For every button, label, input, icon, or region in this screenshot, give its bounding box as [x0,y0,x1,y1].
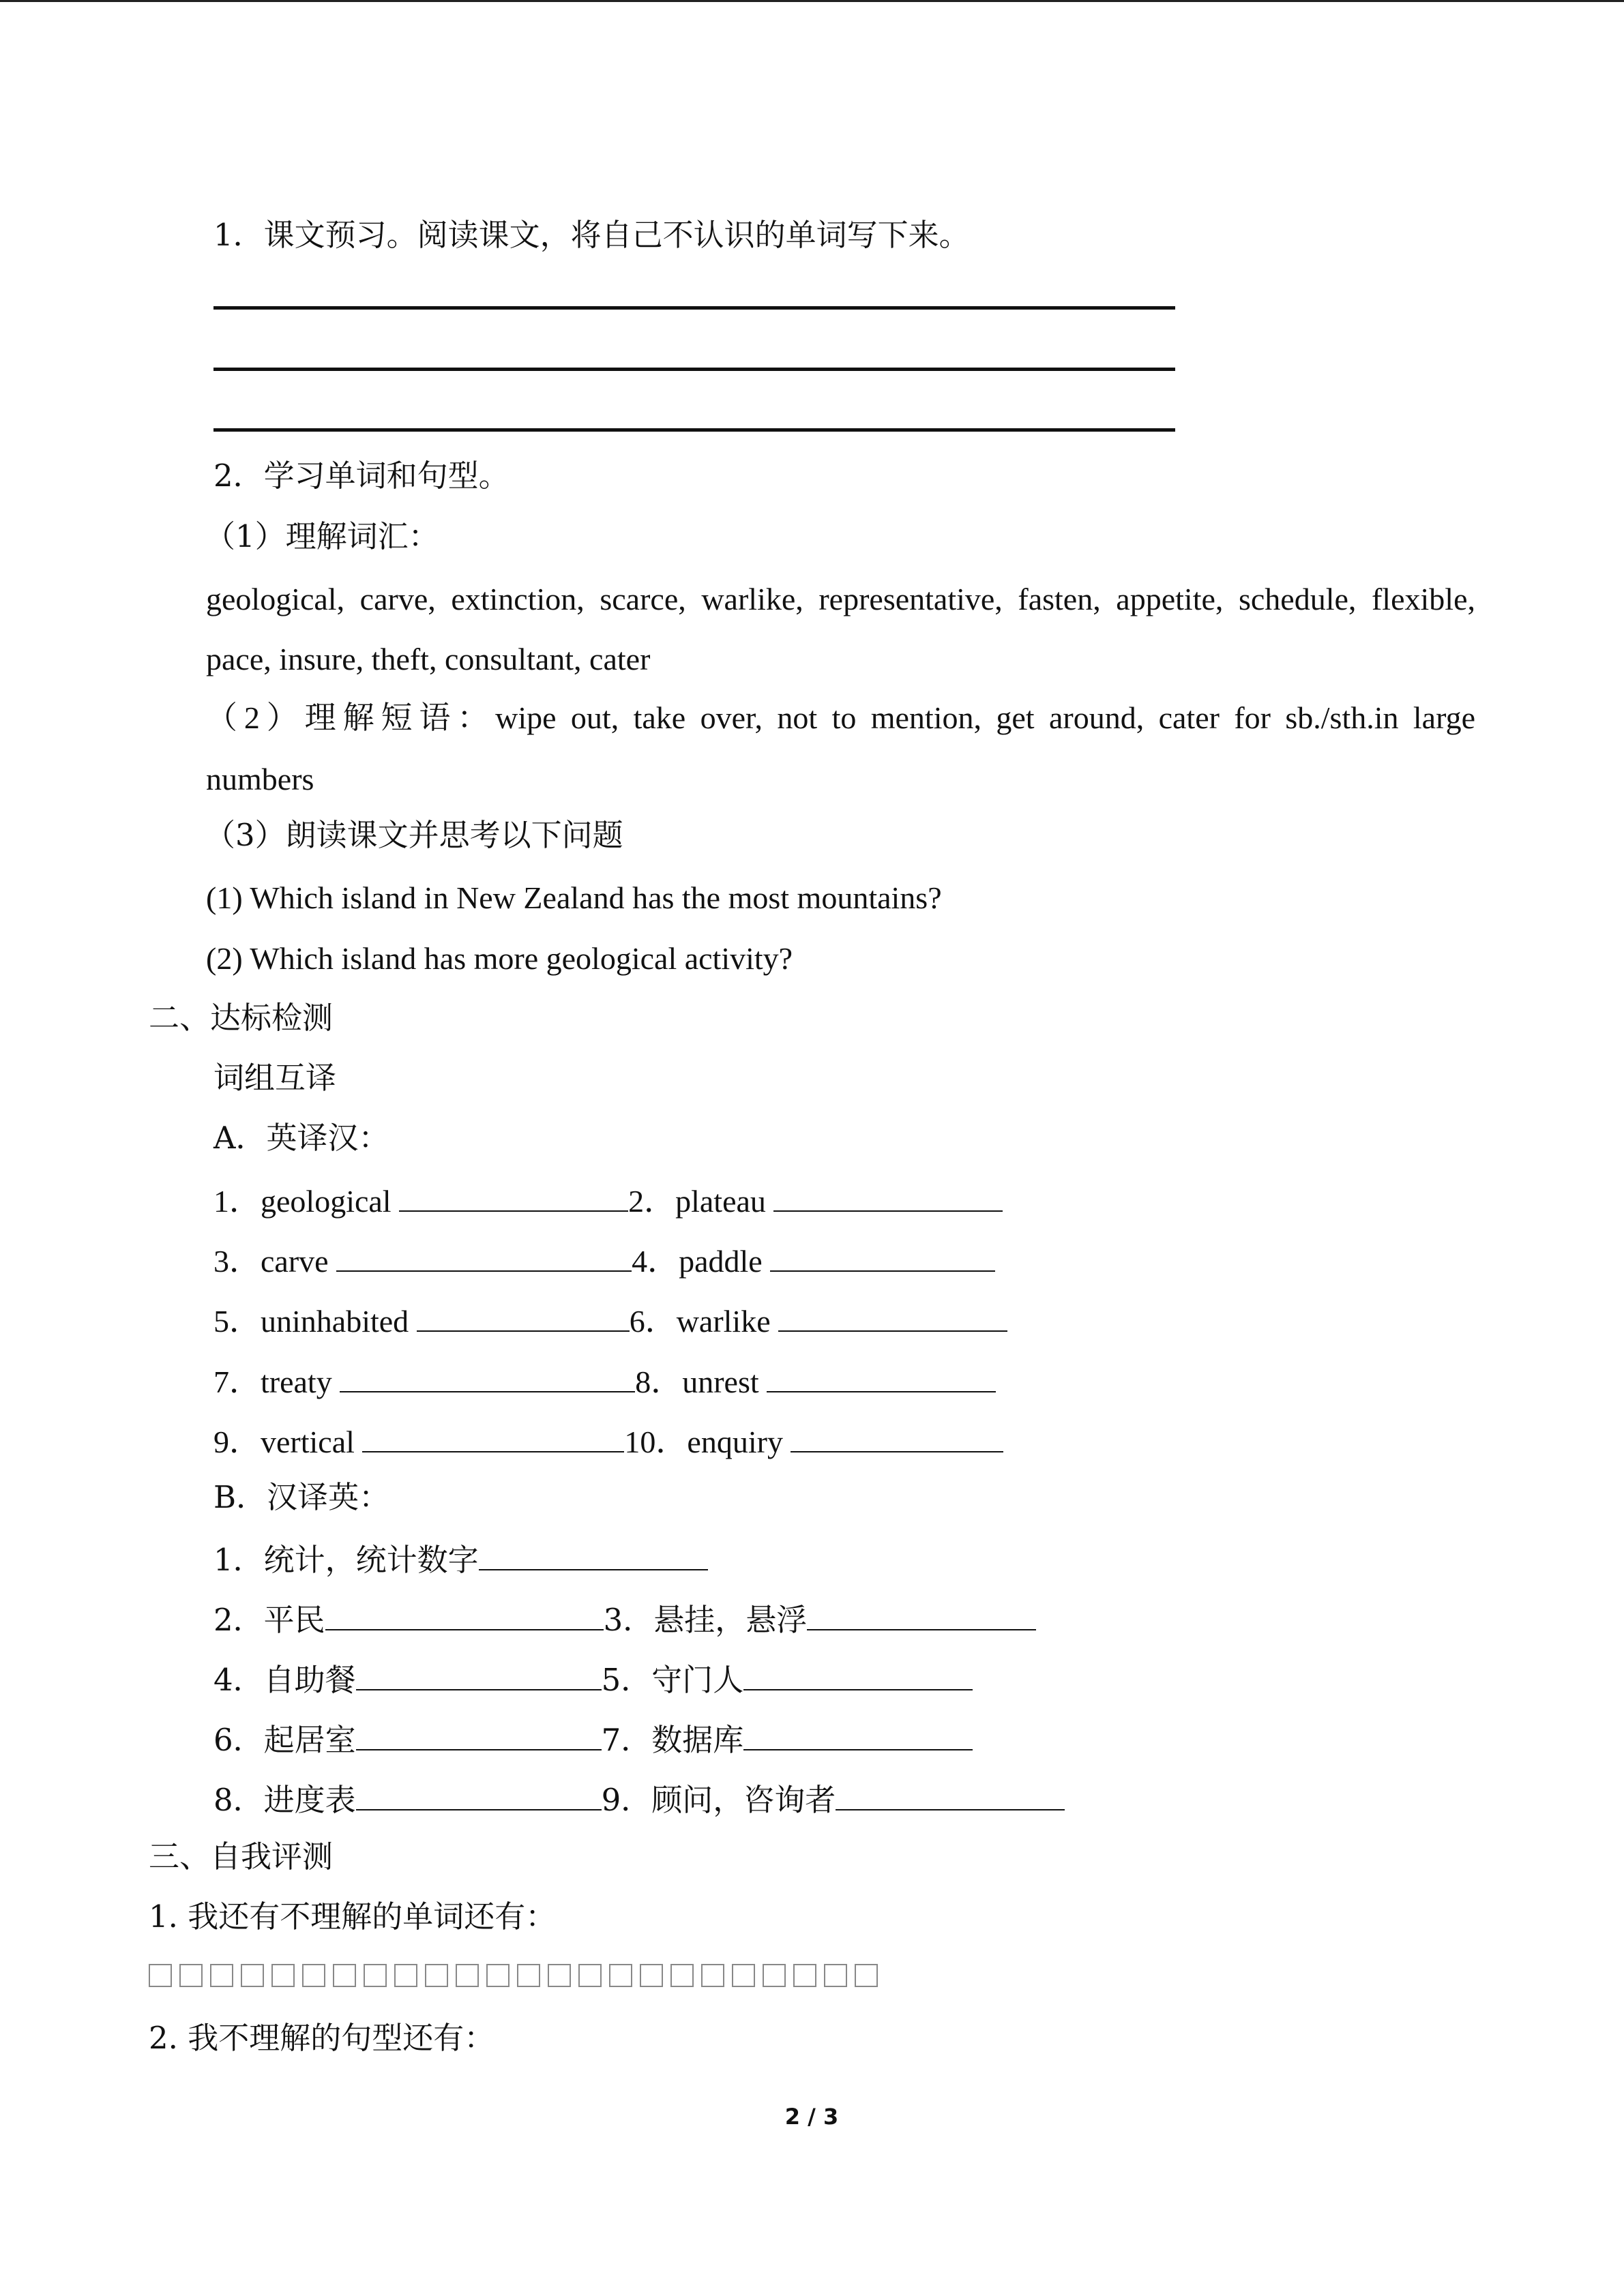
phrase-translation-title: 词组互译 [213,1060,337,1096]
question-2: (2) Which island has more geological activity? [206,941,793,976]
exercise-item: 1．统计，统计数字 [213,1542,708,1575]
vocab-label: （1）理解词汇： [205,518,439,554]
section-3-heading: 三、自我评测 [149,1838,334,1875]
exercise-item: 2．平民 3．悬挂，悬浮 [213,1602,1036,1635]
answer-box-row [149,1964,878,1987]
unknown-sentences-label: 2. 我不理解的句型还有： [149,2020,495,2056]
exercise-item: 3．carve 4．paddle [213,1243,995,1277]
phrase-line-1: （2）理解短语：wipe out, take over, not to mention, get around, cater for sb./sth.in large [206,700,1475,735]
page-number: 2 / 3 [784,2104,839,2130]
read-label: （3）朗读课文并思考以下问题 [205,817,623,853]
phrase-line-2: numbers [206,762,314,796]
section-2-heading: 二、达标检测 [149,1000,334,1036]
top-border [0,0,1624,2]
exercise-item: 1．geological 2．plateau [213,1183,1003,1217]
exercise-item: 9．vertical 10．enquiry [213,1424,1003,1458]
cn-to-en-label: B．汉译英： [213,1479,390,1515]
exercise-item: 7．treaty 8．unrest [213,1364,996,1398]
exercise-item: 8．进度表 9．顾问，咨询者 [213,1782,1065,1815]
exercise-item: 5．uninhabited 6．warlike [213,1303,1007,1337]
question-1: (1) Which island in New Zealand has the most mountains? [206,880,942,915]
en-to-cn-label: A．英译汉： [213,1120,389,1156]
preview-instruction: 1．课文预习。阅读课文，将自己不认识的单词写下来。 [213,217,970,253]
unknown-words-label: 1. 我还有不理解的单词还有： [149,1898,557,1935]
vocab-line-2: pace, insure, theft, consultant, cater [206,642,651,676]
study-instruction: 2．学习单词和句型。 [213,458,510,494]
exercise-item: 4．自助餐 5．守门人 [213,1662,973,1695]
answer-line [213,428,1175,432]
answer-line [213,368,1175,371]
vocab-line-1: geological, carve, extinction, scarce, warlike, representative, fasten, appetite, schedule, flexible, [206,582,1475,616]
answer-line [213,306,1175,310]
exercise-item: 6．起居室 7．数据库 [213,1722,973,1755]
